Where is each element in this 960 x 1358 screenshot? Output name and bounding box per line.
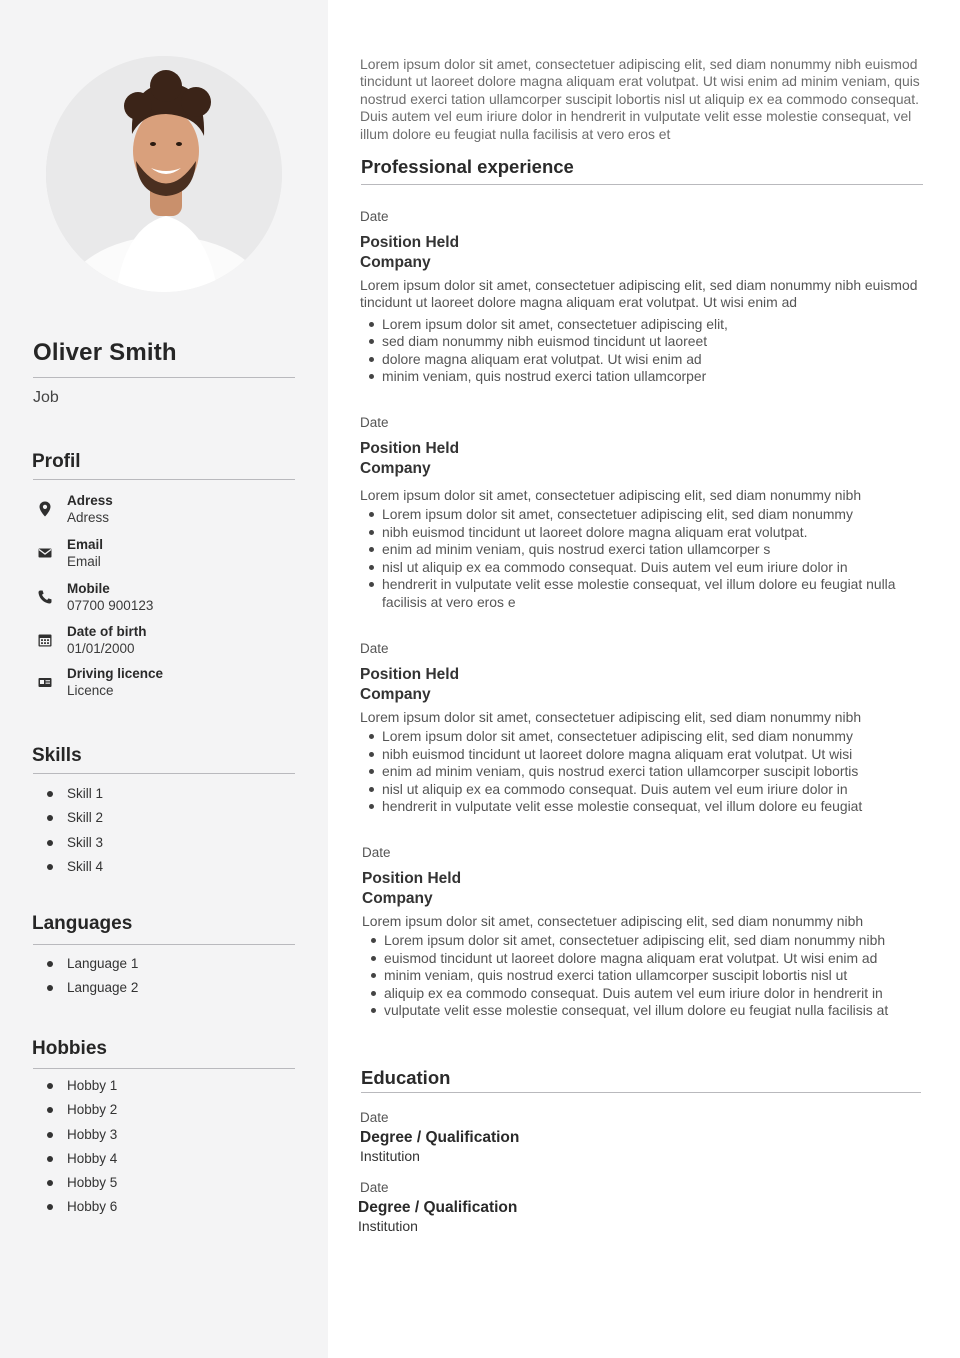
- experience-description: Lorem ipsum dolor sit amet, consectetuer adipiscing elit, sed diam nonummy nibh: [362, 913, 864, 929]
- contact-value: Adress: [67, 510, 110, 525]
- experience-bullets: [360, 506, 920, 611]
- experience-entry: [362, 845, 942, 1020]
- company-name: Company: [360, 254, 431, 271]
- experience-bullet: nisl ut aliquip ex ea commodo consequat. Duis autem vel eum iriure dolor in: [369, 559, 920, 577]
- experience-bullet: minim veniam, quis nostrud exerci tation ullamcorper suscipit lobortis nisl ut: [371, 967, 957, 985]
- institution-name: Institution: [360, 1148, 420, 1164]
- experience-description: Lorem ipsum dolor sit amet, consectetuer adipiscing elit, sed diam nonummy nibh euismod tincidunt ut laoreet dolore magna aliquam erat volutpat. Ut wisi enim ad: [360, 277, 918, 311]
- skill-item: Skill 2: [46, 809, 103, 833]
- contact-value: 07700 900123: [67, 598, 154, 613]
- hobby-item: Hobby 4: [46, 1150, 117, 1174]
- profil-heading: Profil: [32, 451, 81, 472]
- skills-list: [46, 785, 103, 882]
- experience-date: Date: [362, 845, 391, 860]
- education-heading: Education: [361, 1067, 451, 1088]
- experience-bullet: Lorem ipsum dolor sit amet, consectetuer adipiscing elit, sed diam nonummy: [369, 506, 920, 524]
- experience-bullet: Lorem ipsum dolor sit amet, consectetuer adipiscing elit,: [369, 316, 940, 334]
- skill-item: Skill 3: [46, 834, 103, 858]
- contact-value: Email: [67, 554, 101, 569]
- experience-description: Lorem ipsum dolor sit amet, consectetuer adipiscing elit, sed diam nonummy nibh: [360, 487, 862, 503]
- candidate-name: Oliver Smith: [33, 339, 177, 366]
- education-entry: [358, 1179, 918, 1235]
- contact-label: Driving licence: [67, 666, 164, 681]
- experience-entry: [360, 415, 940, 611]
- position-held: Position Held: [360, 666, 460, 683]
- experience-bullet: hendrerit in vulputate velit esse molestie consequat, vel illum dolore eu feugiat nulla facilisis at vero eros e: [369, 576, 920, 611]
- experience-heading: Professional experience: [361, 156, 574, 177]
- experience-bullet: enim ad minim veniam, quis nostrud exerci tation ullamcorper suscipit lobortis: [369, 763, 940, 781]
- experience-description: Lorem ipsum dolor sit amet, consectetuer adipiscing elit, sed diam nonummy nibh: [360, 709, 862, 725]
- id-card-icon: [37, 674, 53, 690]
- experience-bullets: [362, 932, 957, 1020]
- hobby-item: Hobby 6: [46, 1198, 117, 1222]
- institution-name: Institution: [358, 1218, 418, 1234]
- email-icon: [37, 545, 53, 561]
- education-date: Date: [360, 1110, 389, 1125]
- language-item: Language 1: [46, 955, 138, 979]
- experience-entry: [360, 209, 940, 386]
- intro-paragraph: Lorem ipsum dolor sit amet, consectetuer adipiscing elit, sed diam nonummy nibh euismod tincidunt ut laoreet dolore magna aliquam erat volutpat. Ut wisi enim ad minim veniam, quis nostrud exerci tation ullamcorper suscipit lobortis nisl ut aliquip ex ea commodo consequat. Duis autem vel eum iriure dolor in hendrerit in vulputate velit esse molestie consequat, vel illum dolore eu feugiat nulla facilisis at vero eros et: [360, 56, 920, 142]
- hobbies-heading: Hobbies: [32, 1038, 107, 1059]
- contact-value: Licence: [67, 683, 114, 698]
- profil-divider: [33, 479, 295, 480]
- experience-bullet: hendrerit in vulputate velit esse molestie consequat, vel illum dolore eu feugiat: [369, 798, 940, 816]
- experience-bullet: nibh euismod tincidunt ut laoreet dolore magna aliquam erat volutpat.: [369, 524, 920, 542]
- skills-divider: [33, 773, 295, 774]
- experience-date: Date: [360, 415, 389, 430]
- education-divider: [361, 1092, 921, 1093]
- experience-bullet: Lorem ipsum dolor sit amet, consectetuer adipiscing elit, sed diam nonummy: [369, 728, 940, 746]
- contact-birth-date: [32, 624, 292, 664]
- experience-bullets: [360, 728, 940, 816]
- location-pin-icon: [37, 501, 53, 517]
- experience-bullet: sed diam nonummy nibh euismod tincidunt ut laoreet: [369, 333, 940, 351]
- contact-email: [32, 537, 292, 577]
- sidebar: [0, 0, 328, 1358]
- profile-photo: [46, 56, 282, 292]
- experience-bullets: [360, 316, 940, 386]
- contact-driving-licence: [32, 666, 292, 706]
- degree-title: Degree / Qualification: [360, 1129, 520, 1146]
- languages-heading: Languages: [32, 913, 133, 934]
- experience-bullet: dolore magna aliquam erat volutpat. Ut wisi enim ad: [369, 351, 940, 369]
- experience-date: Date: [360, 641, 389, 656]
- hobby-item: Hobby 1: [46, 1077, 117, 1101]
- contact-value: 01/01/2000: [67, 641, 135, 656]
- name-divider: [33, 377, 295, 378]
- profile-photo-image: [46, 56, 282, 292]
- contact-label: Adress: [67, 493, 113, 508]
- experience-bullet: enim ad minim veniam, quis nostrud exerci tation ullamcorper s: [369, 541, 920, 559]
- hobby-item: Hobby 3: [46, 1126, 117, 1150]
- position-held: Position Held: [360, 440, 460, 457]
- education-entry: [360, 1109, 920, 1165]
- position-held: Position Held: [360, 234, 460, 251]
- language-item: Language 2: [46, 979, 138, 1003]
- main-content: [328, 0, 960, 1358]
- languages-divider: [33, 944, 295, 945]
- contact-address: [32, 493, 292, 533]
- degree-title: Degree / Qualification: [358, 1199, 518, 1216]
- experience-bullet: nisl ut aliquip ex ea commodo consequat. Duis autem vel eum iriure dolor in: [369, 781, 940, 799]
- phone-icon: [37, 589, 53, 605]
- job-title: Job: [33, 389, 59, 406]
- experience-date: Date: [360, 209, 389, 224]
- experience-bullet: minim veniam, quis nostrud exerci tation ullamcorper: [369, 368, 940, 386]
- experience-entry: [360, 641, 940, 816]
- hobby-item: Hobby 5: [46, 1174, 117, 1198]
- skill-item: Skill 4: [46, 858, 103, 882]
- experience-bullet: euismod tincidunt ut laoreet dolore magna aliquam erat volutpat. Ut wisi enim ad: [371, 950, 957, 968]
- contact-label: Date of birth: [67, 624, 147, 639]
- languages-list: [46, 955, 138, 1004]
- experience-bullet: aliquip ex ea commodo consequat. Duis autem vel eum iriure dolor in hendrerit in: [371, 985, 957, 1003]
- hobby-item: Hobby 2: [46, 1101, 117, 1125]
- hobbies-divider: [33, 1068, 295, 1069]
- company-name: Company: [362, 890, 433, 907]
- experience-bullet: Lorem ipsum dolor sit amet, consectetuer adipiscing elit, sed diam nonummy nibh: [371, 932, 957, 950]
- position-held: Position Held: [362, 870, 462, 887]
- contact-label: Email: [67, 537, 104, 552]
- company-name: Company: [360, 460, 431, 477]
- contact-label: Mobile: [67, 581, 110, 596]
- skill-item: Skill 1: [46, 785, 103, 809]
- skills-heading: Skills: [32, 745, 82, 766]
- contact-mobile: [32, 581, 292, 621]
- education-date: Date: [360, 1180, 389, 1195]
- calendar-icon: [37, 632, 53, 648]
- experience-bullet: nibh euismod tincidunt ut laoreet dolore magna aliquam erat volutpat. Ut wisi: [369, 746, 940, 764]
- hobbies-list: [46, 1077, 117, 1223]
- company-name: Company: [360, 686, 431, 703]
- experience-bullet: vulputate velit esse molestie consequat, vel illum dolore eu feugiat nulla facilisis at: [371, 1002, 957, 1020]
- experience-divider: [361, 184, 923, 185]
